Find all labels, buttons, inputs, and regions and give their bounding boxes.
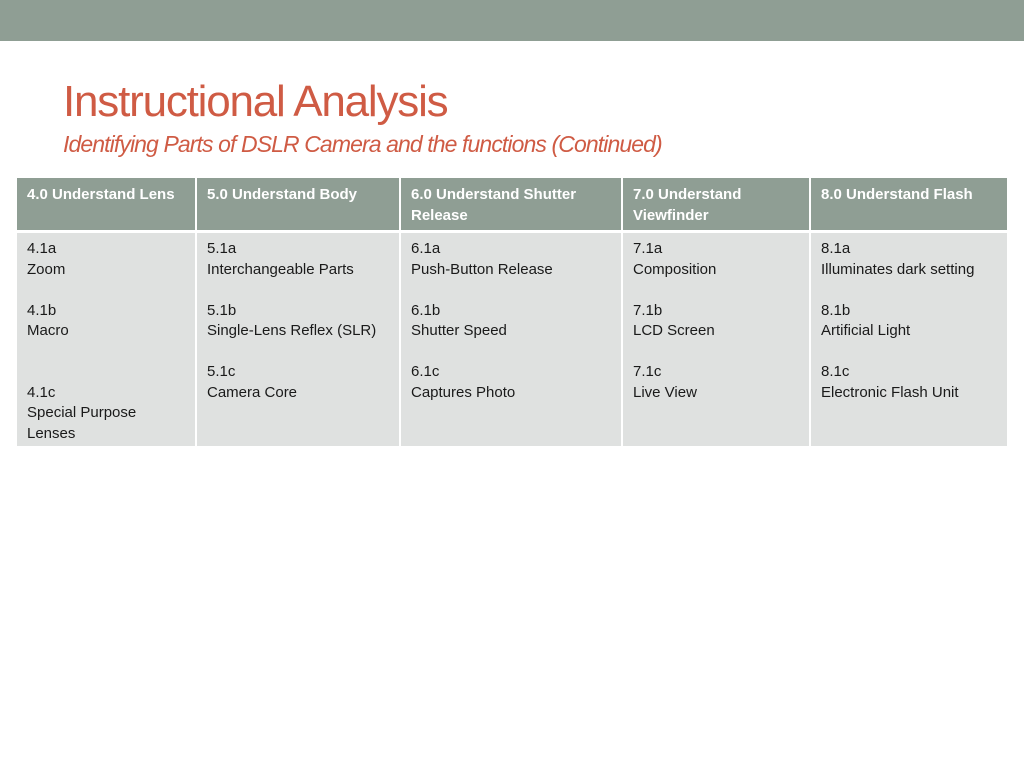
item-label: Illuminates dark setting <box>821 260 975 278</box>
item-label: Macro <box>27 322 69 339</box>
item-code: 5.1a <box>207 240 237 257</box>
item-code: 4.1b <box>27 301 57 319</box>
item-label: Interchangeable Parts <box>207 260 354 278</box>
item-code: 6.1b <box>411 301 441 319</box>
list-item <box>633 301 800 342</box>
table-header-row <box>17 178 1007 232</box>
list-item <box>27 239 186 280</box>
cell-lens <box>17 232 196 447</box>
list-item <box>821 301 998 342</box>
item-label: Electronic Flash Unit <box>821 383 959 401</box>
item-code: 5.1b <box>207 301 237 319</box>
item-label: Shutter Speed <box>411 322 507 339</box>
slide-subtitle: Identifying Parts of DSLR Camera and the functions (Continued) <box>63 131 662 157</box>
header-body: 5.0 Understand Body <box>196 178 400 232</box>
item-code: 8.1a <box>821 240 851 257</box>
list-item <box>207 362 390 403</box>
item-code: 7.1c <box>633 363 662 380</box>
item-code: 4.1c <box>27 383 56 401</box>
list-item <box>411 239 612 280</box>
title-block <box>63 76 1003 158</box>
header-lens: 4.0 Understand Lens <box>17 178 196 232</box>
list-item <box>411 362 612 403</box>
cell-body <box>196 232 400 447</box>
list-item <box>207 301 390 342</box>
item-label: Camera Core <box>207 383 298 401</box>
item-label: Composition <box>633 260 717 278</box>
item-label: Push-Button Release <box>411 260 553 278</box>
item-label: LCD Screen <box>633 322 715 339</box>
item-code: 7.1b <box>633 301 663 319</box>
item-code: 4.1a <box>27 240 57 257</box>
item-label: Artificial Light <box>821 322 911 339</box>
item-label: Single-Lens Reflex (SLR) <box>207 322 377 339</box>
item-label: Zoom <box>27 260 66 278</box>
item-code: 8.1b <box>821 301 851 319</box>
item-label: Special Purpose Lenses <box>27 404 137 442</box>
cell-shutter-release <box>400 232 622 447</box>
list-item <box>633 239 800 280</box>
item-code: 7.1a <box>633 240 663 257</box>
header-flash: 8.0 Understand Flash <box>810 178 1007 232</box>
item-code: 6.1a <box>411 240 441 257</box>
slide-title: Instructional Analysis <box>63 77 448 126</box>
item-label: Captures Photo <box>411 383 516 401</box>
cell-viewfinder <box>622 232 810 447</box>
item-code: 6.1c <box>411 363 440 380</box>
header-viewfinder: 7.0 Understand Viewfinder <box>622 178 810 232</box>
top-banner <box>0 0 1024 41</box>
list-item <box>821 362 998 403</box>
list-item <box>207 239 390 280</box>
list-item <box>27 383 186 445</box>
item-label: Live View <box>633 383 697 401</box>
list-item <box>633 362 800 403</box>
item-code: 5.1c <box>207 363 236 380</box>
list-item <box>821 239 998 280</box>
item-code: 8.1c <box>821 363 850 380</box>
cell-flash <box>810 232 1007 447</box>
table-row <box>17 232 1007 447</box>
header-shutter-release: 6.0 Understand Shutter Release <box>400 178 622 232</box>
list-item <box>27 301 186 342</box>
analysis-table <box>17 178 1007 446</box>
list-item <box>411 301 612 342</box>
